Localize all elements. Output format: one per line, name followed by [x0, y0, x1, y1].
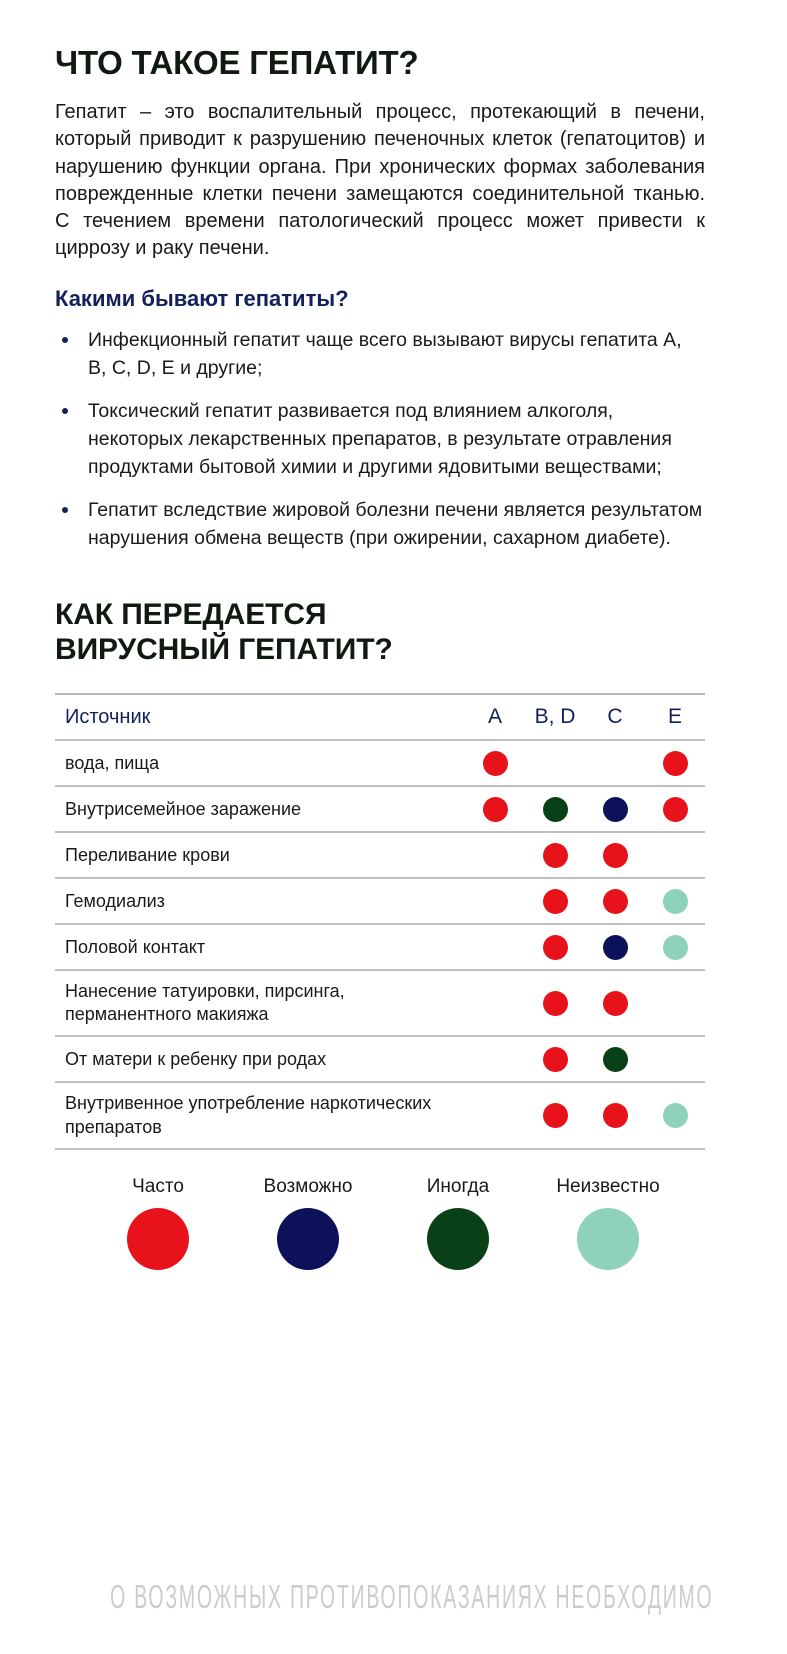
- cell-e: [645, 787, 705, 831]
- list-item: [55, 398, 705, 481]
- bullet-dot-icon: [62, 507, 68, 513]
- cell-a: [465, 1094, 525, 1138]
- table-row: [55, 971, 705, 1035]
- cell-bd: [525, 981, 585, 1025]
- table-row: [55, 741, 705, 785]
- bullet-dot-icon: [62, 408, 68, 414]
- cell-bd: [525, 787, 585, 831]
- bullet-dot-icon: [62, 337, 68, 343]
- cell-e: [645, 741, 705, 785]
- table-row: [55, 879, 705, 923]
- marker-none: [483, 889, 508, 914]
- cell-a: [465, 787, 525, 831]
- cell-c: [585, 1094, 645, 1138]
- marker-red-icon: [603, 1103, 628, 1128]
- cell-c: [585, 1037, 645, 1081]
- marker-none: [483, 991, 508, 1016]
- legend-label: Иногда: [426, 1175, 490, 1197]
- table-row: [55, 1037, 705, 1081]
- marker-teal-icon: [663, 1103, 688, 1128]
- marker-none: [543, 751, 568, 776]
- row-cells: [465, 1037, 705, 1081]
- marker-none: [483, 843, 508, 868]
- marker-none: [663, 991, 688, 1016]
- table-body: [55, 741, 705, 1149]
- row-label: Гемодиализ: [65, 890, 165, 911]
- cell-bd: [525, 1037, 585, 1081]
- cell-a: [465, 925, 525, 969]
- cell-a: [465, 879, 525, 923]
- list-item-text: Гепатит вследствие жировой болезни печени является результатом нарушения обмена веществ (при ожирении, сахарном диабете).: [88, 499, 703, 549]
- cell-bd: [525, 741, 585, 785]
- cell-a: [465, 1037, 525, 1081]
- cell-c: [585, 879, 645, 923]
- legend-label: Возможно: [263, 1175, 353, 1197]
- transmission-title-line1: КАК ПЕРЕДАЕТСЯ: [55, 597, 327, 631]
- cell-e: [645, 879, 705, 923]
- row-cells: [465, 787, 705, 831]
- column-header-c: C: [607, 705, 623, 729]
- column-header-bd: B, D: [534, 705, 576, 729]
- cell-e: [645, 833, 705, 877]
- intro-paragraph: Гепатит – это воспалительный процесс, протекающий в печени, который приводит к разрушению печеночных клеток (гепатоцитов) и нарушению функции органа. При хронических формах заболевания поврежденные клетки печени замещаются соединительной тканью. С течением времени патологический процесс может привести к циррозу и раку печени.: [55, 101, 705, 260]
- row-cells: [465, 833, 705, 877]
- row-label: Половой контакт: [65, 936, 206, 957]
- marker-none: [603, 751, 628, 776]
- cell-c: [585, 787, 645, 831]
- marker-red-icon: [543, 935, 568, 960]
- legend-marker-teal-icon: [577, 1208, 639, 1270]
- marker-none: [483, 1047, 508, 1072]
- cell-bd: [525, 833, 585, 877]
- legend-item: [233, 1176, 383, 1270]
- marker-red-icon: [603, 991, 628, 1016]
- marker-red-icon: [543, 991, 568, 1016]
- cell-a: [465, 833, 525, 877]
- cell-c: [585, 833, 645, 877]
- marker-red-icon: [483, 797, 508, 822]
- cell-a: [465, 741, 525, 785]
- table-row: [55, 925, 705, 969]
- list-item: [55, 327, 705, 382]
- row-cells: [465, 879, 705, 923]
- footer-disclaimer: О ВОЗМОЖНЫХ ПРОТИВОПОКАЗАНИЯХ НЕОБХОДИМО: [110, 1578, 714, 1616]
- row-label: От матери к ребенку при родах: [65, 1048, 327, 1069]
- list-item-text: Инфекционный гепатит чаще всего вызывают вирусы гепатита A, B, C, D, E и другие;: [88, 328, 682, 379]
- cell-c: [585, 741, 645, 785]
- marker-red-icon: [543, 843, 568, 868]
- marker-teal-icon: [663, 935, 688, 960]
- legend-item: [383, 1176, 533, 1270]
- row-label: Переливание крови: [65, 844, 230, 865]
- table-row: [55, 1083, 705, 1147]
- cell-c: [585, 981, 645, 1025]
- marker-red-icon: [663, 751, 688, 776]
- row-cells: [465, 1094, 705, 1138]
- cell-bd: [525, 1094, 585, 1138]
- row-label: Внутрисемейное заражение: [65, 798, 302, 819]
- cell-e: [645, 1037, 705, 1081]
- transmission-title: [55, 597, 705, 668]
- hepatitis-types-list: [55, 327, 705, 553]
- list-item-text: Токсический гепатит развивается под влиянием алкоголя, некоторых лекарственных препаратов, в результате отравления продуктами бытовой химии и другими ядовитыми веществами;: [88, 400, 672, 478]
- list-item: [55, 497, 705, 552]
- column-header-e: E: [667, 705, 682, 729]
- legend-marker-green-icon: [427, 1208, 489, 1270]
- marker-red-icon: [483, 751, 508, 776]
- cell-e: [645, 981, 705, 1025]
- content-column: [55, 0, 705, 1270]
- column-headers: [465, 705, 705, 729]
- page-title: ЧТО ТАКОЕ ГЕПАТИТ?: [55, 44, 419, 81]
- row-label: вода, пища: [65, 752, 160, 773]
- cell-bd: [525, 879, 585, 923]
- legend-item: [83, 1176, 233, 1270]
- legend-label: Неизвестно: [556, 1175, 660, 1197]
- subheading-types: Какими бывают гепатиты?: [55, 286, 349, 312]
- table-row: [55, 787, 705, 831]
- marker-red-icon: [603, 889, 628, 914]
- transmission-table: [55, 693, 705, 1149]
- column-header-a: A: [487, 705, 502, 729]
- marker-navy-icon: [603, 797, 628, 822]
- marker-red-icon: [543, 1047, 568, 1072]
- marker-none: [663, 1047, 688, 1072]
- table-row: [55, 833, 705, 877]
- marker-green-icon: [543, 797, 568, 822]
- legend-item: [533, 1176, 683, 1270]
- marker-red-icon: [543, 889, 568, 914]
- marker-red-icon: [543, 1103, 568, 1128]
- marker-green-icon: [603, 1047, 628, 1072]
- marker-teal-icon: [663, 889, 688, 914]
- row-cells: [465, 981, 705, 1025]
- marker-red-icon: [603, 843, 628, 868]
- legend-label: Часто: [132, 1175, 184, 1197]
- transmission-title-line2: ВИРУСНЫЙ ГЕПАТИТ?: [55, 633, 393, 667]
- table-header-row: [55, 695, 705, 739]
- marker-none: [483, 935, 508, 960]
- cell-bd: [525, 925, 585, 969]
- cell-c: [585, 925, 645, 969]
- cell-a: [465, 981, 525, 1025]
- row-cells: [465, 925, 705, 969]
- row-cells: [465, 741, 705, 785]
- cell-e: [645, 925, 705, 969]
- legend-marker-navy-icon: [277, 1208, 339, 1270]
- legend: [55, 1176, 705, 1270]
- table-rule: [55, 1148, 705, 1150]
- column-header-source: Источник: [65, 705, 151, 728]
- marker-red-icon: [663, 797, 688, 822]
- marker-none: [483, 1103, 508, 1128]
- marker-none: [663, 843, 688, 868]
- row-label: Внутривенное употребление наркотических препаратов: [65, 1093, 432, 1137]
- legend-marker-red-icon: [127, 1208, 189, 1270]
- cell-e: [645, 1094, 705, 1138]
- row-label: Нанесение татуировки, пирсинга, перманентного макияжа: [65, 981, 345, 1025]
- marker-navy-icon: [603, 935, 628, 960]
